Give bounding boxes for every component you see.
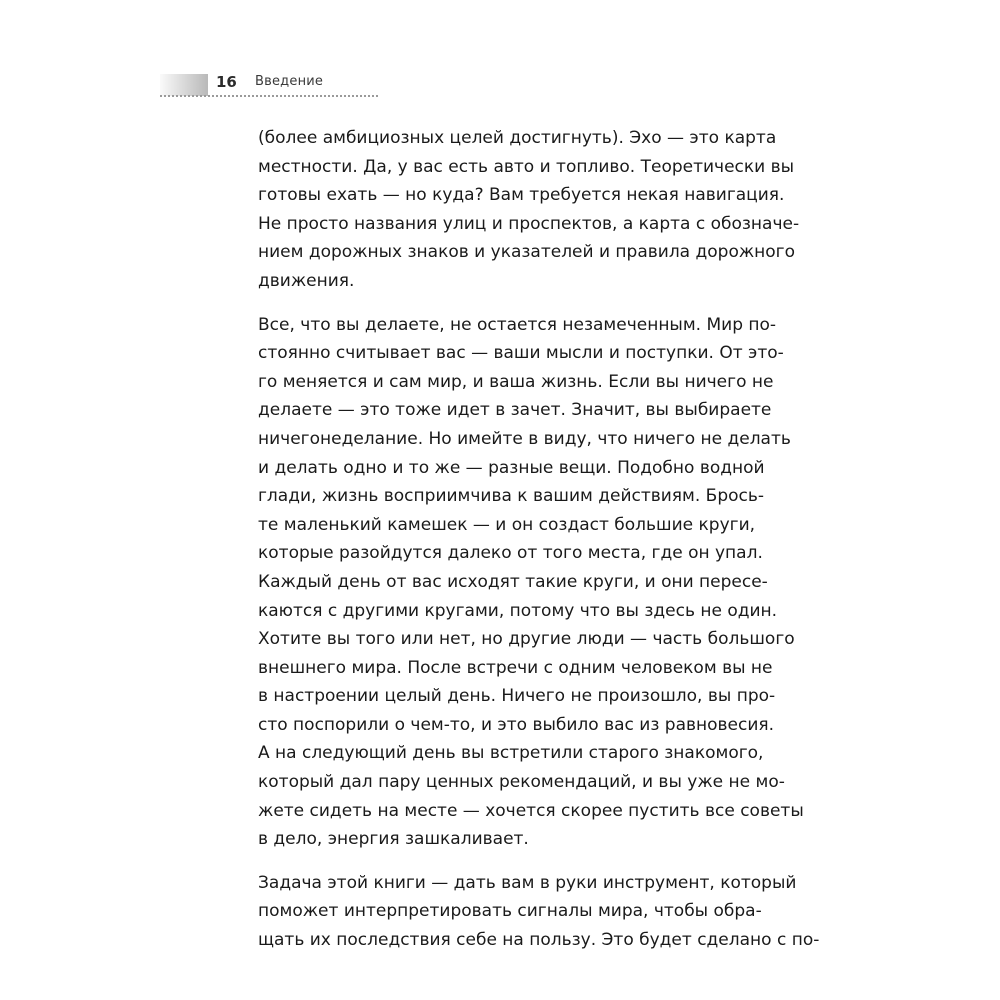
text-line: стоянно считывает вас — ваши мысли и поступки. От это- xyxy=(258,343,784,364)
header-gradient-bar xyxy=(160,74,208,96)
text-line: местности. Да, у вас есть авто и топливо. Теоретически вы xyxy=(258,156,795,177)
body-text xyxy=(258,124,820,970)
text-line: и делать одно и то же — разные вещи. Подобно водной xyxy=(258,457,765,478)
text-line: сто поспорили о чем-то, и это выбило вас из равновесия. xyxy=(258,714,775,735)
text-line: движения. xyxy=(258,270,355,291)
text-line: Каждый день от вас исходят такие круги, и они пересе- xyxy=(258,571,768,592)
paragraph xyxy=(258,869,820,955)
section-title: Введение xyxy=(255,74,324,89)
text-line: Задача этой книги — дать вам в руки инструмент, который xyxy=(258,872,797,893)
text-line: которые разойдутся далеко от того места, где он упал. xyxy=(258,543,763,564)
text-line: в настроении целый день. Ничего не произошло, вы про- xyxy=(258,686,776,707)
text-line: Все, что вы делаете, не остается незамеченным. Мир по- xyxy=(258,314,777,335)
text-line: готовы ехать — но куда? Вам требуется некая навигация. xyxy=(258,185,785,206)
page-number: 16 xyxy=(216,73,237,91)
text-line: нием дорожных знаков и указателей и правила дорожного xyxy=(258,242,796,263)
running-header xyxy=(160,70,380,100)
text-line: который дал пару ценных рекомендаций, и вы уже не мо- xyxy=(258,772,785,793)
text-line: внешнего мира. После встречи с одним человеком вы не xyxy=(258,657,773,678)
text-line: глади, жизнь восприимчива к вашим действиям. Брось- xyxy=(258,486,765,507)
text-line: жете сидеть на месте — хочется скорее пустить все советы xyxy=(258,800,804,821)
text-line: ничегонеделание. Но имейте в виду, что ничего не делать xyxy=(258,428,791,449)
text-line: каются с другими кругами, потому что вы здесь не один. xyxy=(258,600,778,621)
text-line: го меняется и сам мир, и ваша жизнь. Если вы ничего не xyxy=(258,371,774,392)
text-line: (более амбициозных целей достигнуть). Эхо — это карта xyxy=(258,128,777,148)
text-line: Не просто названия улиц и проспектов, а карта с обозначе- xyxy=(258,213,800,234)
header-dotted-rule xyxy=(160,95,378,97)
text-line: Хотите вы того или нет, но другие люди — часть большого xyxy=(258,629,795,650)
paragraph xyxy=(258,311,804,854)
text-line: те маленький камешек — и он создаст большие круги, xyxy=(258,514,756,535)
paragraph xyxy=(258,124,800,296)
text-line: щать их последствия себе на пользу. Это будет сделано с по- xyxy=(258,930,820,951)
text-line: в дело, энергия зашкаливает. xyxy=(258,829,529,850)
text-line: А на следующий день вы встретили старого знакомого, xyxy=(258,743,764,764)
text-line: поможет интерпретировать сигналы мира, чтобы обра- xyxy=(258,901,762,922)
text-line: делаете — это тоже идет в зачет. Значит, вы выбираете xyxy=(258,400,772,421)
